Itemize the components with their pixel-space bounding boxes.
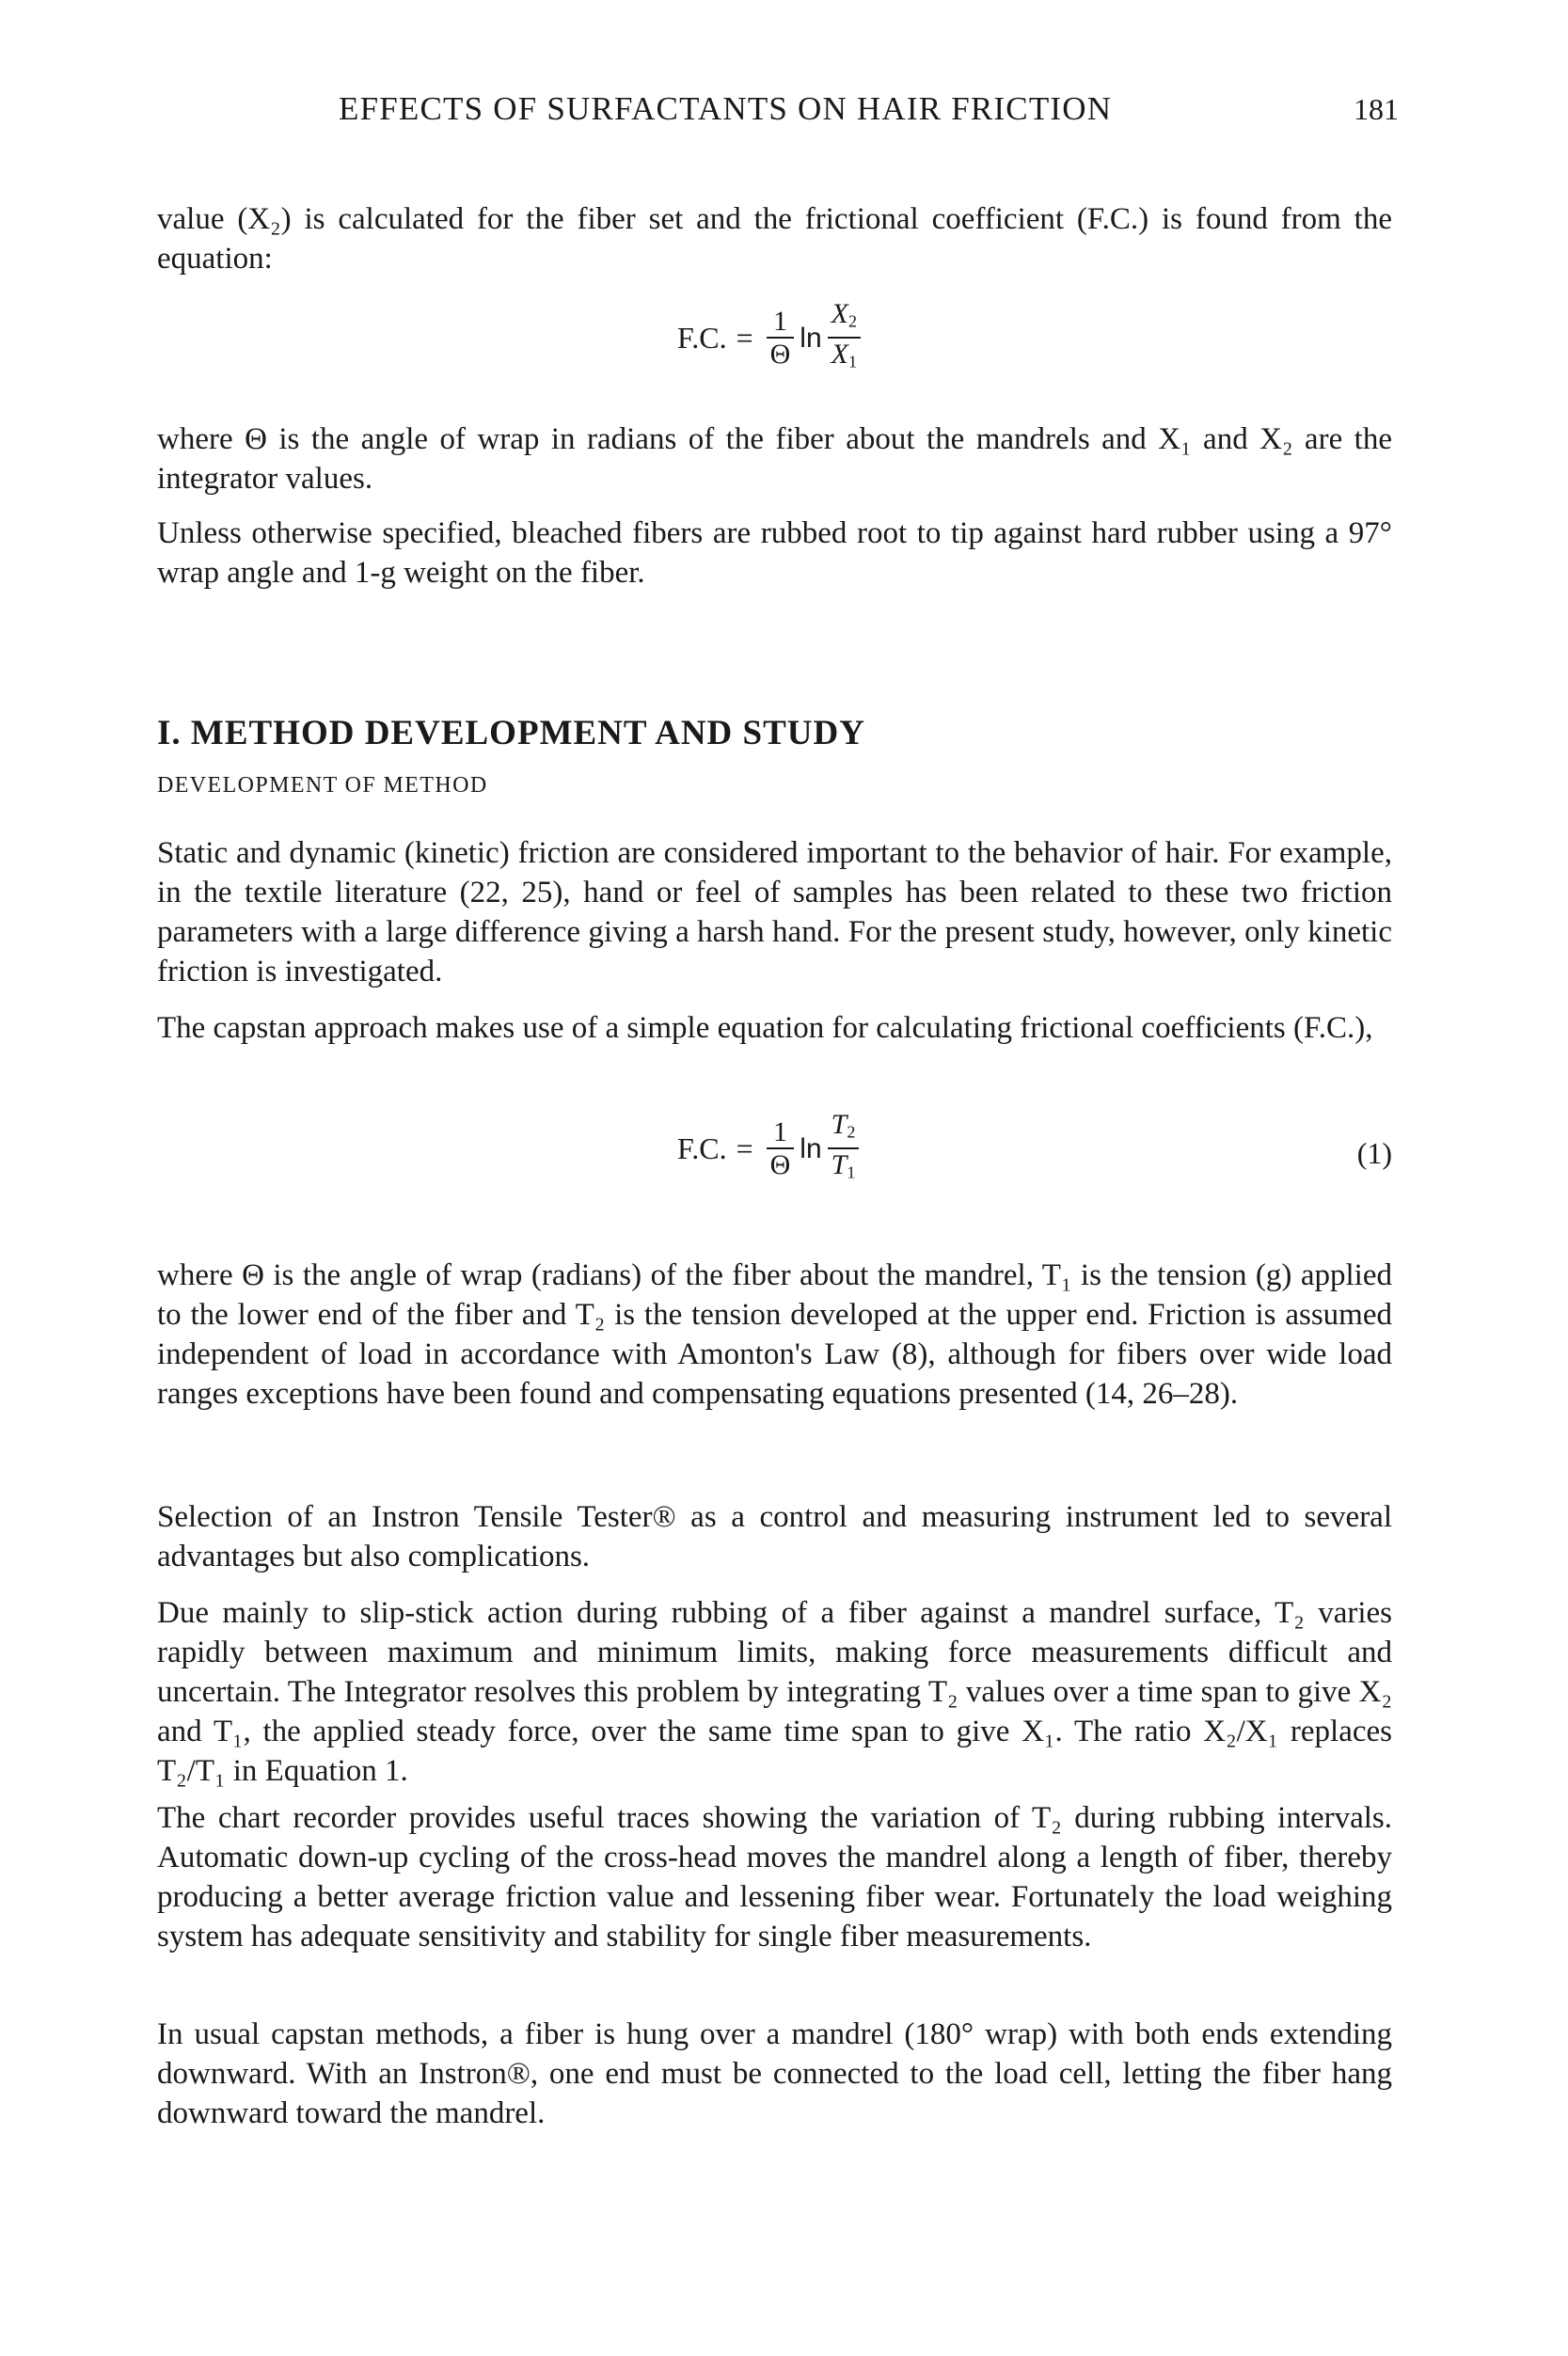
paragraph-text: where Θ is the angle of wrap (radians) of the fiber about the mandrel, T₁ is the tension (g) applied to the lower end of the fiber and T₂ is the tension developed at the upper end. Friction is assumed independent of load in accordance with Amonton's Law (8), although for fibers over wide load ranges exceptions have been found and compensating equations presented (14, 26–28). [157,1258,1392,1411]
fraction-denominator: Θ [769,1148,791,1180]
fraction-numerator: $X_2$ [831,298,857,331]
equals-sign: = [736,1131,753,1165]
section-paragraph-2 [157,1008,1392,1048]
equals-sign: = [736,321,753,355]
section-paragraph-4 [157,1497,1392,1576]
intro-paragraph-1 [157,199,1392,278]
intro-paragraph-3 [157,514,1392,593]
fraction-denominator: $T_1$ [831,1148,856,1181]
paragraph-text: The capstan approach makes use of a simple equation for calculating frictional coefficients (F.C.), [157,1011,1373,1045]
paragraph-text: Static and dynamic (kinetic) friction are considered important to the behavior of hair. For example, in the textile literature (22, 25), hand or feel of samples has been related to these two friction parameters with a large difference giving a harsh hand. For the present study, however, only kinetic friction is investigated. [157,836,1392,988]
section-paragraph-3 [157,1256,1392,1414]
section-paragraph-1 [157,833,1392,991]
equation-number: (1) [1356,1136,1392,1170]
paragraph-text: In usual capstan methods, a fiber is hung over a mandrel (180° wrap) with both ends extending downward. With an Instron®, one end must be connected to the load cell, letting the fiber hang downward toward the mandrel. [157,2017,1392,2130]
fraction-one-over-theta [767,1117,795,1181]
paragraph-text: Due mainly to slip-stick action during rubbing of a fiber against a mandrel surface, T₂ varies rapidly between maximum and minimum limits, making force measurements difficult and uncertain. The Integrator resolves this problem by integrating T₂ values over a time span to give X₂ and T₁, the applied steady force, over the same time span to give X₁. The ratio X₂/X₁ replaces T₂/T₁ in Equation 1. [157,1596,1392,1788]
paragraph-text: where Θ is the angle of wrap in radians of the fiber about the mandrels and X₁ and X₂ are the integrator values. [157,422,1392,496]
subsection-heading: DEVELOPMENT OF METHOD [157,773,488,798]
fraction-one-over-theta [767,307,795,371]
fraction-denominator: $X_1$ [831,338,857,371]
page-number: 181 [1354,92,1399,126]
paragraph-text: Unless otherwise specified, bleached fibers are rubbed root to tip against hard rubber using a 97° wrap angle and 1-g weight on the fiber. [157,516,1392,590]
running-title: EFFECTS OF SURFACTANTS ON HAIR FRICTION [339,90,1113,127]
section-heading: I. METHOD DEVELOPMENT AND STUDY [157,714,865,752]
fraction-numerator: $T_2$ [831,1109,856,1142]
equation-lhs: F.C. [677,1131,727,1165]
paragraph-text: Selection of an Instron Tensile Tester® as a control and measuring instrument led to several advantages but also complications. [157,1500,1392,1573]
equation-lhs: F.C. [677,321,727,355]
natural-log: ln [800,322,822,354]
paragraph-text: The chart recorder provides useful traces showing the variation of T₂ during rubbing intervals. Automatic down-up cycling of the cross-head moves the mandrel along a length of fiber, thereby producing a better average friction value and lessening fiber wear. Fortunately the load weighing system has adequate sensitivity and stability for single fiber measurements. [157,1801,1392,1953]
fraction-t2-over-t1 [828,1110,860,1188]
natural-log: ln [800,1132,822,1164]
fraction-x2-over-x1 [828,299,861,377]
fraction-numerator: 1 [772,1115,787,1147]
section-paragraph-6 [157,1798,1392,1956]
paragraph-text: value (X₂) is calculated for the fiber set and the frictional coefficient (F.C.) is found from the equation: [157,202,1392,276]
equation-1-capstan [677,1110,864,1188]
fraction-denominator: Θ [769,338,791,370]
page-header [0,90,1568,137]
section-paragraph-5 [157,1593,1392,1791]
equation-integrator-fc [677,299,866,377]
fraction-numerator: 1 [772,305,787,337]
section-paragraph-7 [157,2015,1392,2133]
intro-paragraph-2 [157,419,1392,498]
